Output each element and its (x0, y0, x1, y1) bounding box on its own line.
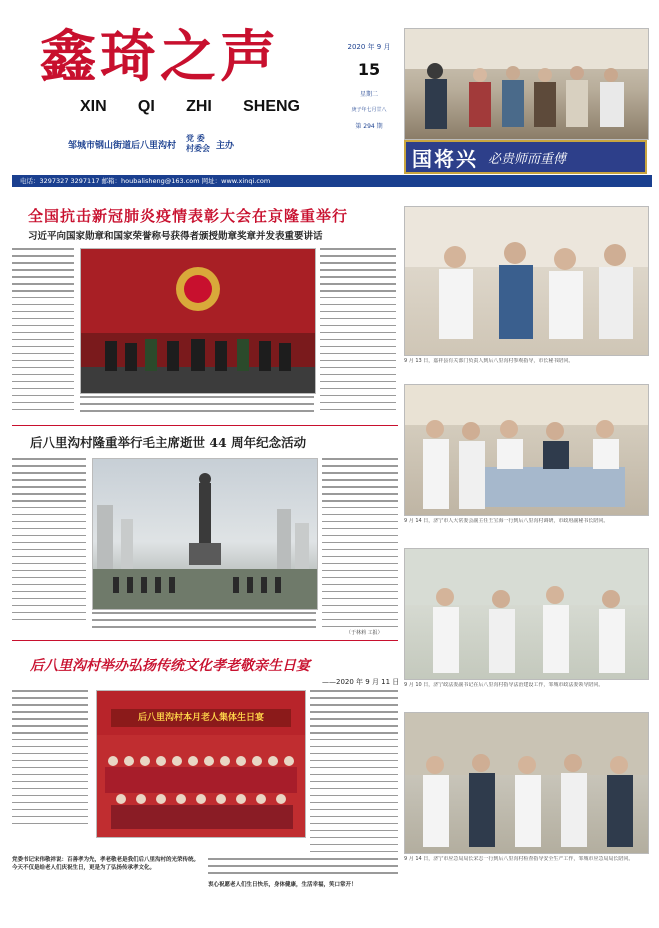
article1-subhead: 习近平向国家勋章和国家荣誉称号获得者颁授勋章奖章并发表重要讲话 (28, 231, 323, 242)
article3-headline: 后八里沟村举办弘扬传统文化孝老敬亲生日宴 (30, 658, 310, 674)
pinyin-xin: XIN (80, 98, 107, 115)
article2-text-right (322, 458, 398, 634)
article3-footer: 党委书记宋伟敬祥说：百善孝为先，孝老敬老是我们后八里沟村的光荣传统。今天不仅是给老人们庆祝生日，更是为了弘扬传承孝文化。 (12, 857, 200, 871)
article1-text-left (12, 248, 74, 416)
caption-2: 9 月 14 日，济宁市人大常委会副主任王宝海一行到后八里沟村调研，市政府副秘书长陪同。 (404, 518, 609, 524)
role-village: 村委会 (186, 144, 211, 153)
sponsor-suffix: 主办 (216, 140, 235, 151)
article2-text-bottom (92, 612, 316, 634)
sponsor-org: 邹城市钢山街道后八里沟村 (68, 140, 177, 151)
article3-text-bottom (208, 858, 398, 880)
article1-text-right (320, 248, 396, 416)
dateline-date: 2020 年 9 月 (347, 43, 391, 51)
pinyin-zhi: ZHI (186, 98, 212, 115)
article2-source: （于林莉 工报） (346, 630, 383, 636)
photo-statue (92, 458, 318, 610)
photo-right-2 (404, 384, 649, 516)
photo-right-3-scene (405, 549, 648, 679)
photo-right-4 (404, 712, 649, 854)
banner-sub: 必贵师而重傅 (488, 151, 567, 167)
photo-statue-scene (93, 459, 317, 609)
caption-3: 9 月 10 日，济宁政法委副书记在后八里沟村指导法治建设工作，邹城市政法委领导陪同。 (404, 682, 604, 688)
dateline-lunar: 庚子年七月廿八 (351, 107, 387, 113)
photo-right-2-scene (405, 385, 648, 515)
photo-right-4-scene (405, 713, 648, 853)
info-bar-text: 电话：3297327 3297117 邮箱：houbalisheng@163.com 网址：www.xinqi.com (20, 177, 271, 185)
dateline-day: 15 (357, 60, 381, 79)
photo-ceremony-scene (81, 249, 315, 393)
article1-text-bottom (80, 396, 314, 420)
photo-birthday-scene (97, 691, 305, 837)
masthead-title: 鑫琦之声 (40, 24, 280, 90)
pinyin-qi: QI (137, 98, 155, 115)
photo-birthday-banner: 后八里沟村本月老人集体生日宴 (111, 709, 291, 727)
divider-2 (12, 640, 398, 641)
photo-right-1-scene (405, 207, 648, 355)
dateline-issue: 第 294 期 (355, 123, 383, 130)
banner (404, 140, 647, 174)
article2-text-left (12, 458, 86, 626)
photo-birthday (96, 690, 306, 838)
divider-1 (12, 425, 398, 426)
role-party: 党 委 (186, 134, 205, 143)
sponsor-line (68, 132, 234, 156)
article2-headline: 后八里沟村隆重举行毛主席逝世 44 周年纪念活动 (30, 435, 307, 450)
caption-1: 9 月 13 日，嘉祥县有关部门负责人到后八里沟村参观指导，市长秘书陪同。 (404, 358, 574, 364)
photo-ceremony (80, 248, 316, 394)
pinyin-sheng: SHENG (243, 98, 300, 115)
article3-text-right (310, 690, 398, 862)
dateline-box (340, 38, 398, 142)
sponsor-roles (186, 134, 210, 154)
photo-top-visit (404, 28, 649, 140)
caption-4: 9 月 14 日，济宁市应急局局长宋志一行到后八里沟村检查指导安全生产工作，邹城市应急局局长陪同。 (404, 856, 634, 862)
photo-right-1 (404, 206, 649, 356)
photo-right-3 (404, 548, 649, 680)
article3-text-left (12, 690, 88, 832)
dateline-weekday: 星期二 (359, 91, 378, 98)
photo-top-figures (405, 29, 648, 139)
banner-text: 国将兴 (412, 146, 478, 171)
info-bar (12, 175, 652, 187)
article3-bottom-line: 衷心祝愿老人们生日快乐，身体健康，生活幸福，笑口常开！ (208, 882, 357, 888)
masthead-pinyin (80, 98, 300, 116)
article1-headline: 全国抗击新冠肺炎疫情表彰大会在京隆重举行 (28, 207, 349, 225)
article3-dateline: ——2020 年 9 月 11 日 (322, 678, 400, 686)
